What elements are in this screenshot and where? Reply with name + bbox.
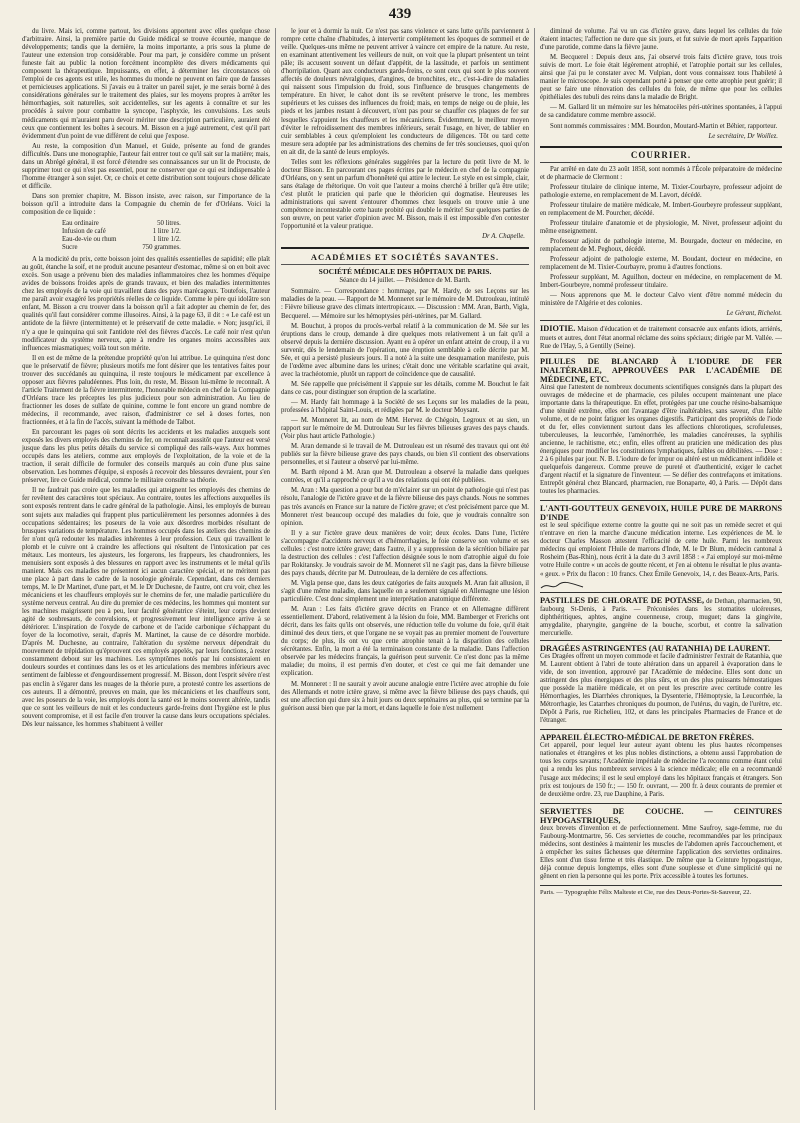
printer-footer: Paris. — Typographie Félix Malteste et Cie, rue des Deux-Portes-St-Sauveur, 22. — [540, 885, 782, 897]
paragraph: du livre. Mais ici, comme partout, les divisions apportent avec elles quelque chose d'arbitraire. Ainsi, la première partie du Guide médical se trouve écourtée, manque de développements; tandis que la dernière, la moins importante, a pris sous la plume de l'auteur une extension trop considérable. Pour ma part, je considère comme un présent funeste fait au public la notion forcément incomplète des divers médicaments qui composent la thérapeutique. Impuissants, en effet, à déterminer les circonstances où l'emploi de ces agents est utile, les hommes du monde ne peuvent en faire que de fausses et pernicieuses applications. Si j'avais eu à traiter un pareil sujet, je me serais borné à des considérations générales sur le traitement des plaies, sur les moyens propres à arrêter les hémorrhagies, soit naturelles, soit accidentelles, sur les agents à connaître et sur les procédés à suivre pour combattre la syncope, l'asphyxie, les convulsions. Les seuls médicaments qui m'auraient paru devoir mériter une description particulière, auraient été ceux que contiennent les boîtes à secours. M. Bisson en a jugé autrement, c'est qu'il part évidemment d'un point de vue différent de celui que j'expose. — [22, 28, 270, 140]
recipe-row: Infusion de café 1 litre 1/2. — [62, 228, 181, 236]
paragraph: Par arrêté en date du 23 août 1858, sont nommés à l'École préparatoire de médecine et de pharmacie de Clermont : — [540, 165, 782, 181]
ad-title: PASTILLES DE CHLORATE DE POTASSE, — [540, 595, 705, 605]
paragraph: Professeur adjoint de pathologie externe, M. Boudant, docteur en médecine, en remplacement de M. Tixier-Courbayre, promu à d'autres fonctions. — [540, 256, 782, 272]
page-number: 439 — [388, 6, 412, 22]
column-right — [540, 28, 782, 1068]
ad-title: L'ANTI-GOUTTEUX GENEVOIX, HUILE PURE DE MARRONS D'INDE — [540, 504, 782, 523]
paragraph: A la modicité du prix, cette boisson joint des qualités essentielles de sapidité; elle plaît au goût, étanche la soif, et ne produit aucune pesanteur d'estomac, même si on en boit avec excès. Son usage a prévenu bien des maladies inflammatoires chez les hommes d'équipe avides de boissons froides après de grands travaux, et bien des maladies intermittentes chez les employés de la voie qui travaillent dans des pays marécageux. Toutefois, l'auteur me paraît avoir exagéré les propriétés réelles de ce liquide. Comme le père qui idolâtre son enfant, M. Bisson a cru trouver dans la boisson qu'il a fait adopter au chemin de fer, des qualités qu'il faut considérer comme illusoires. Ainsi, à la page 63, il dit : « Le café est un antidote de la fièvre (intermittente) et le préservatif de cette maladie. » Non; jusqu'ici, il n'y a que le quinquina qui soit l'antidote réel des fièvres d'accès. Le café noir n'est qu'un modificateur du système nerveux, apte à rendre les organes moins accessibles aux influences miasmatiques; voilà tout son mérite. — [22, 256, 270, 352]
paragraph: Professeur suppléant, M. Aguilhon, docteur en médecine, en remplacement de M. Imbert-Gourbeyre, nommé professeur titulaire. — [540, 274, 782, 290]
paragraph: Professeur adjoint de pathologie interne, M. Bourgade, docteur en médecine, en remplacement de M. Peghoux, décédé. — [540, 238, 782, 254]
session-info: Séance du 14 juillet. — Présidence de M. Barth. — [339, 277, 471, 285]
ad-title: APPAREIL ÉLECTRO-MÉDICAL DE BRETON FRÈRES. — [540, 733, 754, 743]
paragraph: Dans son premier chapitre, M. Bisson insiste, avec raison, sur l'importance de la boisson qu'il a introduite dans la Compagnie du chemin de fer d'Orléans. Voici la composition de ce liquide : — [22, 192, 270, 217]
ad-text: est le seul spécifique externe contre la goutte qui ne soit pas un remède secret et qui n'entrave en rien la marche d'aucune médication interne. Les expériences de M. le docteur Charles Masson attestent l'efficacité de cette huile. Parmi les nombreux médecins qui emploient l'Huile de marrons d'Inde, M. le Dr Blum, médecin cantonal à Rosheim (Bas-Rhin), nous écrit à la date du 3 avril 1858 : « J'ai employé sur moi-même votre Huile contre « un accès de goutte récent, et j'en ai obtenu le résultat le plus avanta- « geux. » Prix du flacon : 10 francs. Chez Émile Genevoix, 14, r. des Beaux-Arts, Paris. — [540, 522, 782, 578]
paragraph: — M. Hardy fait hommage à la Société de ses Leçons sur les maladies de la peau, professées à l'hôpital Saint-Louis, et rédigées par M. le docteur Moysant. — [281, 398, 529, 415]
ad-text: Maison d'éducation et de traitement consacrée aux enfants idiots, arriérés, muets et autres, dont l'état anormal réclame des soins spéciaux; dirigée par M. Vallée. — Rue de l'Hay, 5, à Gentilly (Seine). — [540, 326, 782, 350]
advertisement-serviettes — [540, 803, 782, 885]
paragraph: — Nous apprenons que M. le docteur Calvo vient d'être nommé médecin du ministère de l'Algérie et des colonies. — [540, 292, 782, 308]
paragraph: Professeur titulaire de clinique interne, M. Tixier-Courbayre, professeur adjoint de pathologie externe, en remplacement de M. Lavort, décédé. — [540, 183, 782, 199]
paragraph: Telles sont les réflexions générales suggérées par la lecture du petit livre de M. le docteur Bisson. En parcourant ces pages écrites par le médecin en chef de la compagnie d'Orléans, on y sent un parfum d'honnêteté qui attire le lecteur. Le style en est simple, clair, sans étalage de rhétorique. On voit que l'auteur a moins cherché à briller qu'à être utile; c'est plutôt le praticien qui parle que le théoricien qui dogmatise. Heureuses les administrations qui savent s'entourer d'hommes chez lesquels on trouve unie à une compétence incontestable cette haute probité qui double le mérite! Sur quelques parties de son œuvre, on peut varier d'opinion avec M. Bisson, mais il est impossible d'en contester l'opportunité et la valeur pratique. — [281, 158, 529, 231]
column-left — [22, 28, 270, 1088]
paragraph: M. Sée rappelle que précisément il s'appuie sur les détails, comme M. Bouchut le fait dans ce cas, pour distinguer son éruption de la scarlatine. — [281, 380, 529, 396]
courrier-title: COURRIER. — [540, 146, 782, 163]
recipe-table — [62, 220, 187, 252]
recipe-row: Eau-de-vie ou rhum 1 litre 1/2. — [62, 236, 181, 244]
paragraph: Il en est de même de la prétendue propriété qu'on lui attribue. Le quinquina n'est donc que le préservatif de fièvre; plusieurs motifs me font désirer que les tentatives faites pour trouver des succédanés au quinquina, il reste toujours le médicament par excellence à opposer aux fièvres paludéennes. Plus loin, du reste, M. Bisson lui-même le reconnaît. A l'article Traitement de la fièvre intermittente, l'honorable médecin en chef de la Compagnie d'Orléans trace les préceptes les plus judicieux pour son administration. Au lieu de fractionner les doses de sulfate de quinine, comme le font encore un grand nombre de médecins, il recommande, avec raison, d'administrer ce sel à doses fortes, non fractionnées, et à la fin de l'accès, suivant la méthode de Talbot. — [22, 354, 270, 427]
society-title: SOCIÉTÉ MÉDICALE DES HÔPITAUX DE PARIS. — [318, 267, 492, 277]
advertisement-dethan — [540, 592, 782, 640]
paragraph: M. Aran : Les faits d'ictère grave décrits en France et en Allemagne diffèrent essentiellement. D'abord, relativement à la lésion du foie, MM. Bamberger et Frerichs ont décrit, dans les faits qu'ils ont observés, une réduction telle du volume du foie, qu'il était diminué des deux tiers, et que l'organe ne se voyait pas au premier moment de l'ouverture du corps; de plus, ils ont vu que cette atrophie tenait à la disparition des cellules sécrétantes. Enfin, la mort a été la terminaison constante de la maladie. Dans l'affection observée par les médecins français, la guérison peut survenir. Ce n'est donc pas la même maladie; du moins, il est permis d'en douter, et c'est ce qui me fait demander une explication. — [281, 606, 529, 678]
advertisement-breton — [540, 729, 782, 802]
paragraph: Professeur titulaire d'anatomie et de physiologie, M. Nivet, professeur adjoint du même enseignement. — [540, 219, 782, 235]
recipe-row: Sucre 750 grammes. — [62, 244, 181, 252]
ad-title: PILULES DE BLANCARD À L'IODURE DE FER INALTÉRABLE, APPROUVÉES PAR L'ACADÉMIE DE MÉDECINE, ETC. — [540, 356, 782, 384]
paragraph: M. Barth répond à M. Aran que M. Dutrouleau a observé la maladie dans quelques contrées, et qu'il a rapproché ce qu'il a vu des relations qui ont été publiées. — [281, 469, 529, 485]
ad-text: Ainsi que l'attestent de nombreux documents scientifiques consignés dans la plupart des ouvrages de médecine et de pharmacie, ces pilules occupent maintenant une place importante dans la thérapeutique. En effet, protégées par une couche résino-balsamique d'une ténuité extrême, elles ont l'avantage d'être inaltérables, sans saveur, d'un faible volume, et de ne point fatiguer les organes digestifs. Participant des propriétés de l'iode et du fer, elles conviennent surtout dans les affections chlorotiques, scrofuleuses, tuberculeuses, la leucorrhée, l'aménorrhée, les maladies cancéreuses, la syphilis ancienne, le rachitisme, etc.; enfin, elles offrent au praticien une médication des plus énergiques pour modifier les constitutions lymphatiques, faibles ou débilitées. — Dose : 2 à 6 pilules par jour. N. B. L'iodure de fer impur ou altéré est un médicament infidèle et quelquefois dangereux. Comme preuve de pureté et d'authenticité, exiger le cachet d'argent réactif et la signature de l'inventeur. — Se défier des contrefaçons et imitations. Entrepôt général chez Blancard, pharmacien, rue Bonaparte, 40, à Paris. — Dépôt dans toutes les pharmacies. — [540, 383, 782, 496]
summary-paragraph: Sommaire. — Correspondance : hommage, par M. Hardy, de ses Leçons sur les maladies de la peau. — Rapport de M. Monneret sur le mémoire de M. Dutrouleau, intitulé : Fièvre bilieuse grave des climats intertropicaux. — Discussion : MM. Aran, Barth, Vigla, Becquerel. — Mémoire sur les hémoptysies péri-utérines, par M. Gallard. — [281, 288, 529, 320]
paragraph: Sont nommés commissaires : MM. Bourdon, Moutard-Martin et Béhier, rapporteur. — [550, 122, 778, 130]
ad-title: IDIOTIE. — [540, 324, 576, 334]
paragraph: M. Bouchut, à propos du procès-verbal relatif à la communication de M. Sée sur les éruptions dans le croup, demande à dire quelques mots relativement à un fait qu'il a observé depuis la dernière discussion. Ayant eu à opérer un enfant atteint de croup, il a vu survenir, dès le lendemain de l'opération, une éruption semblable à celle décrite par M. Sée, et qui a persisté plusieurs jours. Il a noté à la suite une desquamation manifeste, puis de l'œdème avec albumine dans les urines; c'était donc une véritable scarlatine qui avait, avec la trachéotomie, plutôt un rapport de coïncidence que de causalité. — [281, 322, 529, 378]
column-middle — [281, 28, 529, 1108]
paragraph: Il ne faudrait pas croire que les maladies qui atteignent les employés des chemins de fer revêtent des caractères tout spéciaux. Au contraire, toutes les affections auxquelles ils sont exposés rentrent dans le cadre général de la pathologie. Ainsi, les employés de bureau sont sujets aux maladies qui frappent plus particulièrement les personnes adonnées à des occupations sédentaires; les poseurs de la voie aux désordres morbides résultant de brusques variations de température. Les hommes occupés dans les ateliers des chemins de fer n'ont qu'à redouter les maladies inhérentes à leur profession. Ceux qui travaillent le plomb et le cuivre ont à craindre les affections qui résultent de l'intoxication par ces métaux. Les monteurs, les ajusteurs, les forgerons, les frappeurs, les chaudronniers, les menuisiers sont exposés à des blessures en rapport avec les instruments et le métal qu'ils manient. Mais ces maladies ne présentent ici aucun caractère spécial, et ne méritent pas une place à part dans le cadre de la nosologie générale. Cependant, dans ces derniers temps, M. le Dr Martinet, d'une part, et M. le Dr Duchesne, de l'autre, ont cru voir, chez les mécaniciens et les chauffeurs employés sur le chemins de fer, une maladie particulière du système nerveux central. Au dire du premier de ces médecins, les hommes qui montent sur les machines maigrissent peu à peu, leur faculté génératrice s'éteint, leur corps devient agité de soubresauts, de convulsions, et progressivement leur intelligence arrive à se détériorer. L'inspiration de l'oxyde de carbone et de l'acide carbonique s'échappant du foyer de la locomotive, serait, d'après M. Martinet, la cause de ce désordre morbide. D'après M. Duchesne, au contraire, l'altération du système nerveux dépendrait du mouvement de trépidation qu'éprouvent ces employés appelés, par leurs fonctions, à rester constamment debout sur les machines. Les symptômes notés par lui consisteraient en douleurs sourdes et continues dans les os et les articulations des membres inférieurs avec sentiment de faiblesse et d'engourdissement progressif. M. Bisson, dont l'esprit sévère n'est pas enclin à s'égarer dans les nuages de la théorie pure, a protesté contre les assertions de ces auteurs. Il a démontré, preuves en main, que les mécaniciens et les chauffeurs sont, avec les poseurs de la voie, les employés dont la santé est le moins souvent altérée, tandis que ce sont les veilleurs de nuit et les conducteurs garde-freins dont l'hygiène est le plus souvent compromise, et il est facile d'en trouver la cause dans leurs occupations spéciales. Dès leur naissance, les hommes s'habituent à veiller — [22, 487, 270, 728]
ad-text: Cet appareil, pour lequel leur auteur ayant obtenu les plus hautes récompenses nationales et étrangères et les plus nobles distinctions, a obtenu aussi l'approbation de tous les corps savants; l'Académie impériale de médecine l'a reconnu comme étant celui qui a rendu les plus nombreux services à la science médicale; elle en a recommandé l'usage aux médecins; il est le seul employé dans les hôpitaux français et étrangers. Son prix est toujours de 150 fr.; — 150 fr. ouvrant, — 200 fr. à deux courants de premier et de deuxième ordre. 23, rue Dauphine, à Paris. — [540, 742, 782, 798]
ad-text: deux brevets d'invention et de perfectionnement. Mme Saufroy, sage-femme, rue du Faubourg-Montmartre, 56. Ces serviettes de couche, recommandées par les principaux médecins, sont destinées à maintenir les muscles de l'abdomen après l'accouchement, et à empêcher les suites fâcheuses que détermine l'application des serviettes ordinaires. Elles sont d'un tissu ferme et très élastique. De même que la Ceinture hypogastrique, déjà connue depuis longtemps, elles sont d'une souplesse et d'une simplicité qui ne gênent en rien la personne qui les porte. Prix accessible à toutes les fortunes. — [540, 824, 782, 880]
ad-title: SERVIETTES DE COUCHE. — CEINTURES HYPOGASTRIQUES, — [540, 806, 782, 825]
ad-text: de Dethan, pharmacien, 90, faubourg St-Denis, à Paris. — Préconisées dans les stomatites ulcéreuses, diphthéritiques, aphtes, angine couenneuse, croup, muguet; dans la gingivite, amygdalite, pharyngite, gangrène de la bouche, scorbut, et contre la salivation mercurielle. — [540, 597, 782, 637]
column-rule — [534, 28, 535, 1110]
gerant-signature: Le Gérant, Richelot. — [726, 310, 782, 318]
advertisement-blancard — [540, 353, 782, 501]
handwritten-signature — [540, 581, 584, 590]
paragraph: M. Vigla pense que, dans les deux catégories de faits auxquels M. Aran fait allusion, il s'agit d'une même maladie, dans laquelle on a seulement signalé en Allemagne une lésion particulière. C'est donc simplement une interprétation anatomique différente. — [281, 579, 529, 604]
paragraph: — M. Monneret lit, au nom de MM. Hervez de Chégoin, Legroux et au sien, un rapport sur le mémoire de M. Dutrouleau Sur les fièvres bilieuses graves des pays chauds. (Voir plus haut article Pathologie.) — [281, 417, 529, 441]
ad-text: Ces Dragées offrent un moyen commode et facile d'administrer l'extrait de Ratanhia, que M. Laurent obtient à l'abri de toute altération dans un appareil à évaporation dans le vide, de son invention, approuvé par l'Académie de médecine. Elles sont donc un astringent des plus énergiques et des plus sûrs, et un des plus puissants hémostatiques que possède la matière médicale, et on peut les prescrire avec certitude contre les Hémorrhagies, les Diarrhées chroniques, la Dysenterie, l'Hémoptysie, la Leucorrhée, la Métrorrhagie, les Catarrhes chroniques du poumon, de l'utérus, du vagin, de l'urètre, etc. Dépôt à Paris, rue Richelieu, 102, et dans les principales Pharmacies de France et de l'étranger. — [540, 652, 782, 725]
paragraph: Au reste, la composition d'un Manuel, et Guide, présente au fond de grandes difficultés. Dans une monographie, l'auteur fait entrer tout ce qu'il sait sur la matière; mais, dans un Abrégé général, il est forcé d'étendre ses connaissances sur un lit de Procuste, de supprimer tout ce qui n'est pas essentiel, pour ne conserver que ce qui est indispensable à l'homme étranger à son sujet. Or, ce choix et cette distribution sont toujours chose délicate et difficile. — [22, 142, 270, 190]
paragraph: le jour et à dormir la nuit. Ce n'est pas sans violence et sans lutte qu'ils parviennent à rompre cette chaîne d'habitudes, à intervertir complètement les époques de sommeil et de veille. Quelques-uns même ne peuvent arriver à vaincre cet empire de la nature. Au reste, en examinant attentivement les veilleurs de nuit, on voit que la plupart présentent un teint pâle; ils accusent souvent un défaut d'appétit, de la lassitude, et parfois un sentiment d'horripilation. Quant aux conducteurs garde-freins, ce sont ceux qui sont le plus souvent affectés de douleurs névralgiques, d'angines, de bronchites, etc., c'est-à-dire de maladies qui naissent sous l'impulsion du froid, sous l'influence de brusques changements de température. En hiver, le cahot dont ils se revêtent préserve le tronc, les membres supérieurs et les cuisses des influences du froid; mais, en temps de neige ou de pluie, les pieds et les jambes restant à découvert, n'ont pas pour se chauffer ces plaques de fer sur lesquelles s'appuient les chauffeurs et les mécaniciens. Évidemment, le meilleur moyen d'éviter le refroidissement des membres inférieurs, serait l'usage, en hiver, de tablier en cuir semblables à ceux qu'emploient les conducteurs de diligences. Tôt ou tard cette mesure sera adoptée par les administrations des chemins de fer très soucieuses, quoi qu'on en ait dit, de la santé de leurs employés. — [281, 28, 529, 156]
recipe-row: Eau ordinaire 50 litres. — [62, 220, 181, 228]
advertisement-laurent — [540, 640, 782, 729]
paragraph: Il y a sur l'ictère grave deux manières de voir; deux écoles. Dans l'une, l'ictère s'accompagne d'accidents nerveux et d'hémorrhagies, le foie conserve son volume et ses cellules : c'est notre ictère grave; dans l'autre, il y a suppression de la sécrétion biliaire par la destruction des cellules : c'est l'affection désignée sous le nom d'atrophie aiguë du foie par Rokitansky. Je voudrais savoir de M. Monneret s'il ne s'agit pas, dans la fièvre bilieuse des pays chauds, décrite par M. Dutrouleau, de la dernière de ces affections. — [281, 529, 529, 577]
advertisement-genevoix — [540, 500, 782, 591]
secretary-signature: Le secrétaire, Dr Woillez. — [708, 132, 778, 140]
paragraph: Professeur titulaire de matière médicale, M. Imbert-Gourbeyre professeur suppléant, en remplacement de M. Pourcher, décédé. — [540, 201, 782, 217]
author-signature: Dr A. Chapelle. — [482, 233, 525, 241]
ad-title: DRAGÉES ASTRINGENTES (AU RATANHIA) DE LAURENT. — [540, 643, 771, 653]
section-title: ACADÉMIES ET SOCIÉTÉS SAVANTES. — [281, 247, 529, 265]
paragraph: M. Aran demande si le travail de M. Dutrouleau est un résumé des travaux qui ont été publiés sur la fièvre bilieuse grave des pays chauds, ou bien s'il contient des observations personnelles, et si l'auteur a observé par lui-même. — [281, 443, 529, 467]
paragraph: En parcourant les pages où sont décrits les accidents et les maladies auxquels sont exposés les divers employés des chemins de fer, on reconnaît aussitôt que l'auteur est versé jusque dans les plus petits détails du service si compliqué des rails-ways. Aux hommes occupés dans les ateliers, comme aux employés de l'exploitation, de la voie et de la traction, il serait difficile de formuler des conseils marqués au coin d'une plus saine observation. Les hommes d'équipe, si exposés à recevoir des blessures devraient, pour s'en préserver, lire ce Guide médical, comme le militaire consulte sa théorie. — [22, 429, 270, 485]
paragraph: M. Becquerel : Depuis deux ans, j'ai observé trois faits d'ictère grave, tous trois suivis de mort. Le foie était légèrement atrophié, et l'atrophie portait sur les cellules, ainsi que j'ai pu le constater avec M. Vulpian, dont vous connaissez tous l'habileté à manier le microscope. Je suis cependant porté à penser que cette atrophie peut guérir; il peut se faire une rénovation des cellules du foie, de même que pour les cellules épithéliales des tubuli des reins dans la maladie de Bright. — [540, 54, 782, 102]
column-rule — [275, 28, 276, 1110]
paragraph: diminué de volume. J'ai vu un cas d'ictère grave, dans lequel les cellules du foie étaient intactes; l'affection ne dure que six jours, et fut suivie de mort après l'apparition d'une parotide, comme dans la fièvre jaune. — [540, 28, 782, 52]
paragraph: M. Aran : Ma question a pour but de m'éclairer sur un point de pathologie qui n'est pas résolu, l'analogie de l'ictère grave et de la fièvre bilieuse des pays chauds. Nous ne sommes pas très avancés en France sur la nature de l'ictère grave; et c'est précisément parce que M. Monneret n'est beaucoup occupé des maladies du foie, que je voudrais connaître son opinion. — [281, 487, 529, 527]
paragraph: — M. Gallard lit un mémoire sur les hématocèles péri-utérines spontanées, à l'appui de sa candidature comme membre associé. — [540, 104, 782, 120]
advertisement-idiotie — [540, 320, 782, 352]
paragraph: M. Monneret : Il ne saurait y avoir aucune analogie entre l'ictère avec atrophie du foie des Allemands et notre ictère grave, si même avec la fièvre bilieuse des pays chauds, qui est une affection qui dure six à huit jours ou deux septénaires au plus, qui se termine par la guérison aussi bien que par la mort, et dans laquelle le foie n'est nullement — [281, 680, 529, 712]
